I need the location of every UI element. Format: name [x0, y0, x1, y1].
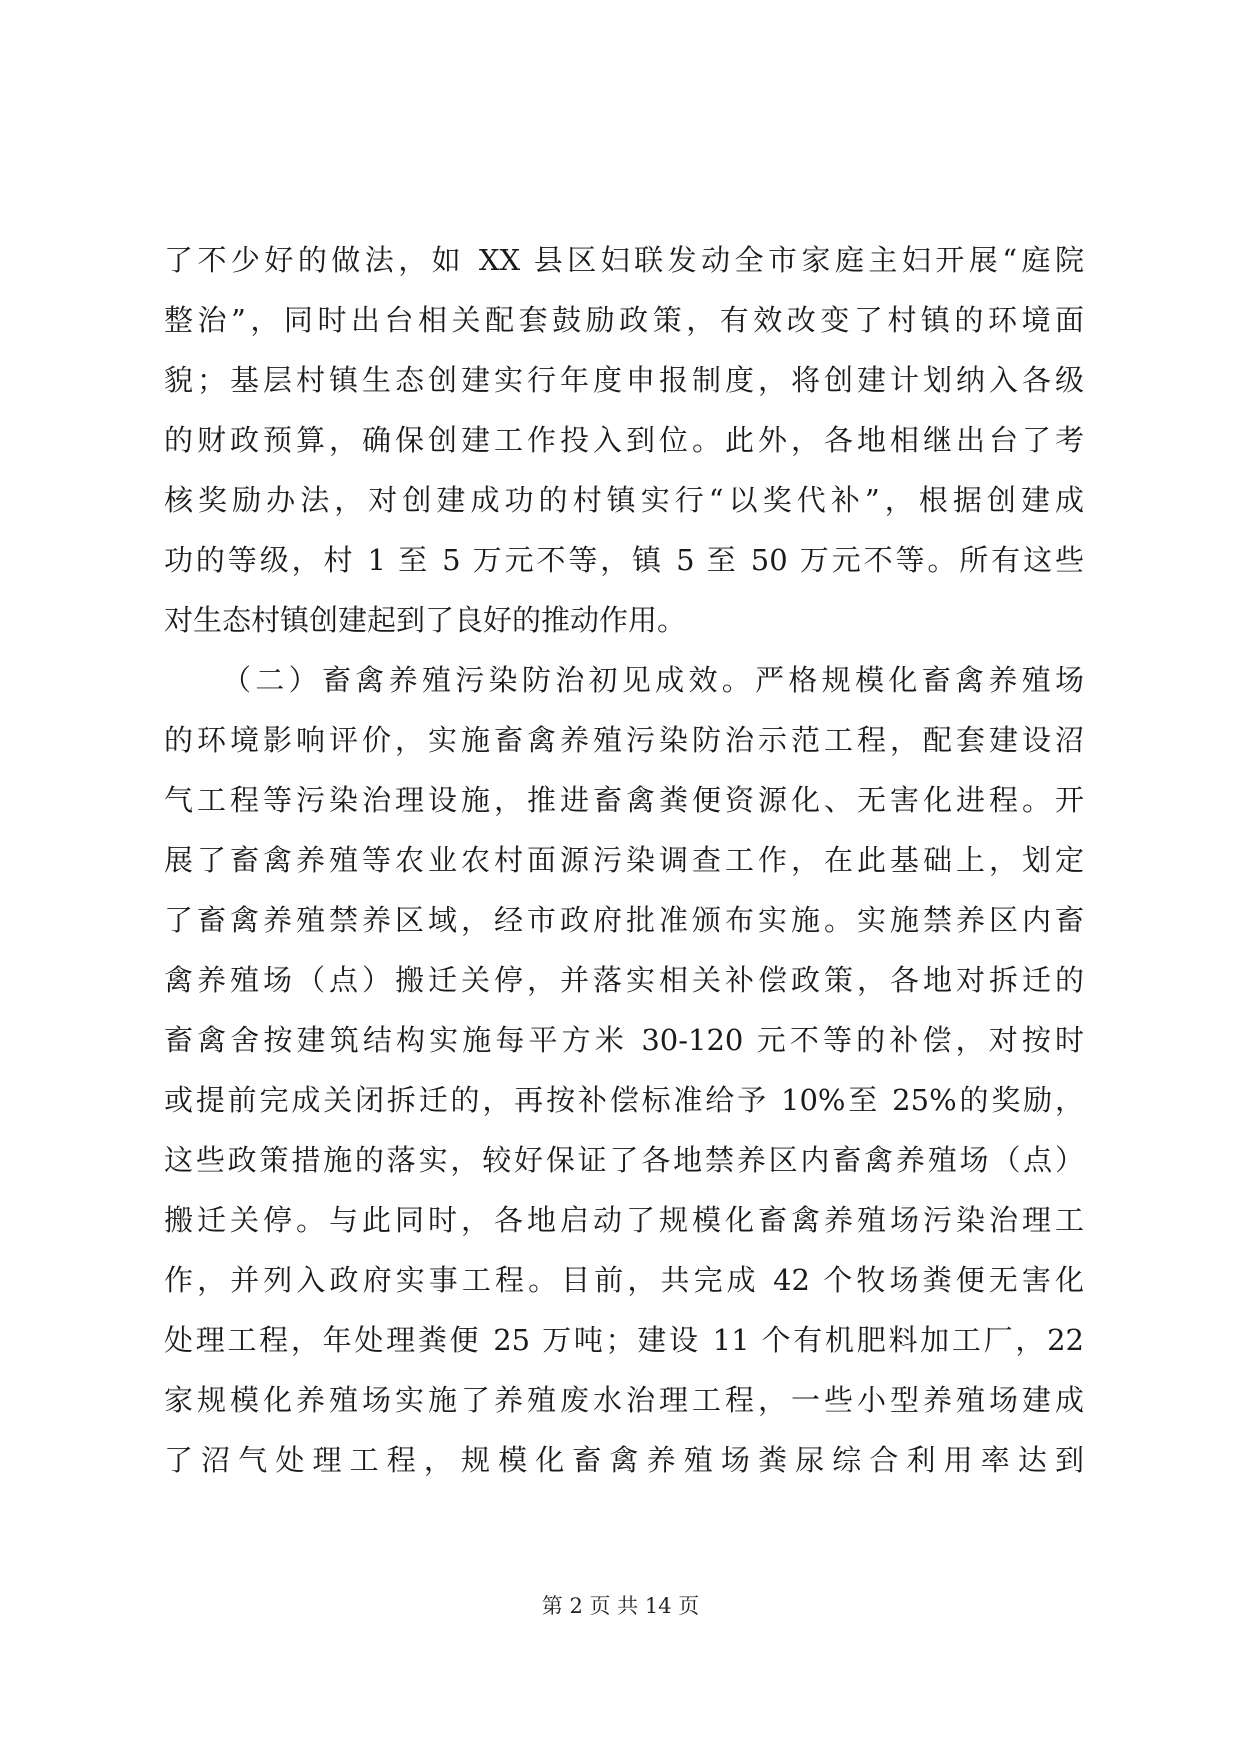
text-line: 家规模化养殖场实施了养殖废水治理工程，一些小型养殖场建成 — [164, 1383, 1084, 1417]
text-line: 展了畜禽养殖等农业农村面源污染调查工作，在此基础上，划定 — [164, 843, 1084, 877]
text-line: 了沼气处理工程，规模化畜禽养殖场粪尿综合利用率达到 — [164, 1443, 1084, 1477]
text-line: 禽养殖场（点）搬迁关停，并落实相关补偿政策，各地对拆迁的 — [164, 963, 1084, 997]
text-line: 貌；基层村镇生态创建实行年度申报制度，将创建计划纳入各级 — [164, 363, 1084, 397]
text-line: 处理工程，年处理粪便 25 万吨；建设 11 个有机肥料加工厂，22 — [164, 1323, 1084, 1357]
text-line: 的财政预算，确保创建工作投入到位。此外，各地相继出台了考 — [164, 423, 1084, 457]
text-line: 功的等级，村 1 至 5 万元不等，镇 5 至 50 万元不等。所有这些 — [164, 543, 1084, 577]
text-line: 核奖励办法，对创建成功的村镇实行“以奖代补”，根据创建成 — [164, 483, 1084, 517]
text-line: 整治”，同时出台相关配套鼓励政策，有效改变了村镇的环境面 — [164, 303, 1084, 337]
text-line: 搬迁关停。与此同时，各地启动了规模化畜禽养殖场污染治理工 — [164, 1203, 1084, 1237]
page-number-footer: 第 2 页 共 14 页 — [541, 1594, 700, 1618]
paragraph-heading-line: （二）畜禽养殖污染防治初见成效。严格规模化畜禽养殖场 — [222, 663, 1084, 697]
text-line: 对生态村镇创建起到了良好的推动作用。 — [164, 603, 687, 637]
body-text — [164, 230, 1084, 1490]
text-line: 作，并列入政府实事工程。目前，共完成 42 个牧场粪便无害化 — [164, 1263, 1084, 1297]
text-line: 这些政策措施的落实，较好保证了各地禁养区内畜禽养殖场（点） — [164, 1143, 1084, 1177]
text-line: 了不少好的做法，如 XX 县区妇联发动全市家庭主妇开展“庭院 — [164, 243, 1084, 277]
text-line: 气工程等污染治理设施，推进畜禽粪便资源化、无害化进程。开 — [164, 783, 1084, 817]
text-line: 畜禽舍按建筑结构实施每平方米 30-120 元不等的补偿，对按时 — [164, 1023, 1084, 1057]
text-line: 了畜禽养殖禁养区域，经市政府批准颁布实施。实施禁养区内畜 — [164, 903, 1084, 937]
text-line: 的环境影响评价，实施畜禽养殖污染防治示范工程，配套建设沼 — [164, 723, 1084, 757]
text-line: 或提前完成关闭拆迁的，再按补偿标准给予 10%至 25%的奖励， — [164, 1083, 1084, 1117]
